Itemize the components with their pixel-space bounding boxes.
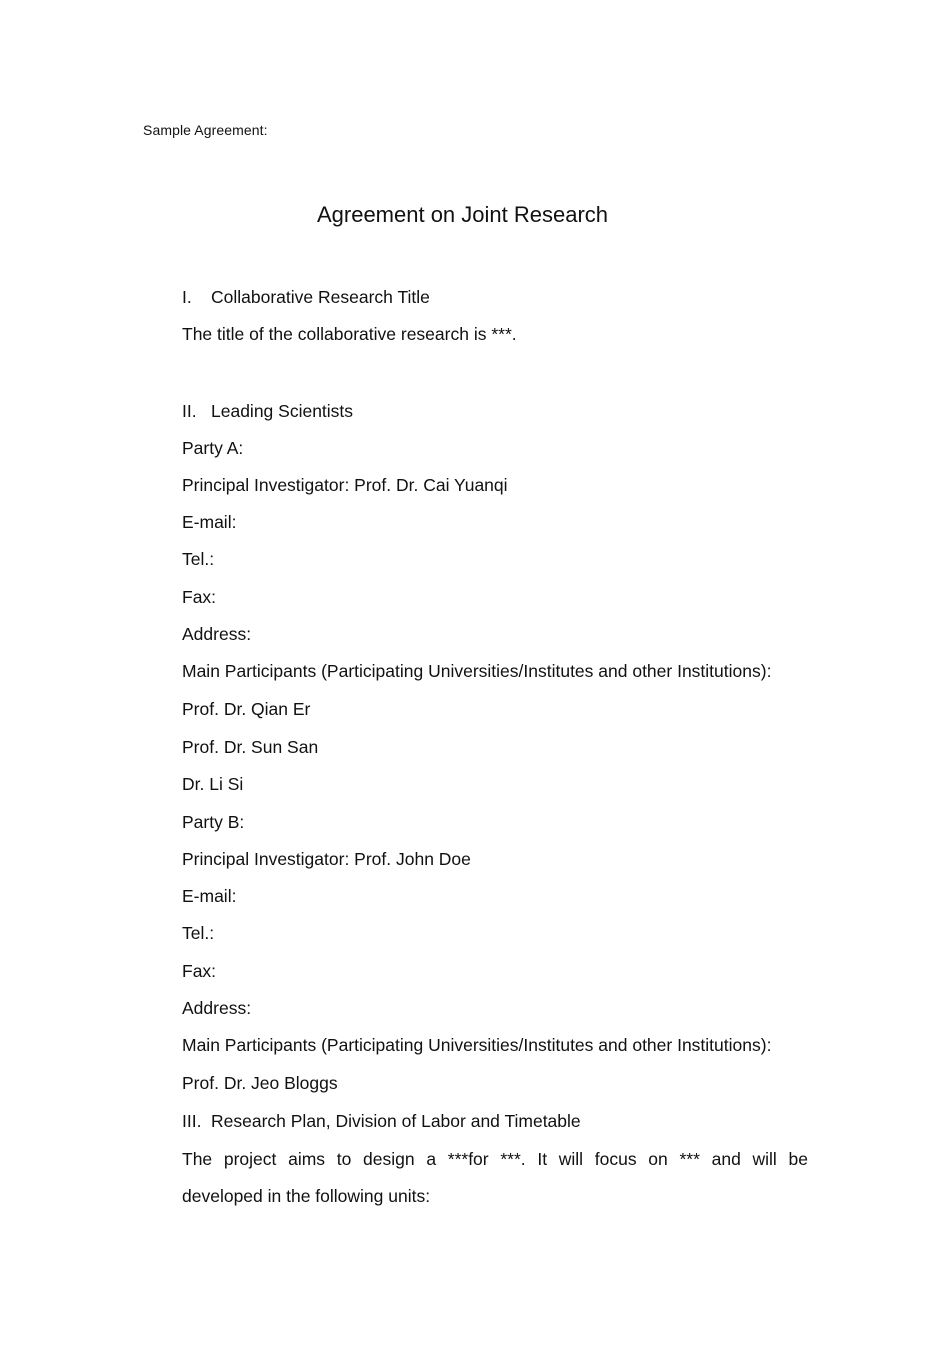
section-heading-text: Research Plan, Division of Labor and Timetable [211, 1111, 581, 1131]
document-title: Agreement on Joint Research [316, 202, 609, 227]
sample-agreement-label: Sample Agreement: [143, 122, 268, 138]
party-b-tel: Tel.: [182, 923, 215, 943]
section-1-text: The title of the collaborative research is ***. [182, 324, 517, 344]
party-a-tel: Tel.: [182, 549, 215, 569]
party-a-principal-investigator: Principal Investigator: Prof. Dr. Cai Yuanqi [182, 475, 508, 495]
party-a-participant: Prof. Dr. Qian Er [182, 699, 311, 719]
party-b-fax: Fax: [182, 961, 217, 981]
party-b-email: E-mail: [182, 886, 237, 906]
section-1-heading [182, 287, 430, 308]
party-b-participants-label: Main Participants (Participating Universities/Institutes and other Institutions): [182, 1035, 772, 1055]
party-b-principal-investigator: Principal Investigator: Prof. John Doe [182, 849, 471, 869]
party-b-label: Party B: [182, 812, 245, 832]
party-a-participant: Prof. Dr. Sun San [182, 737, 319, 757]
party-a-address: Address: [182, 624, 252, 644]
section-heading-text: Collaborative Research Title [211, 287, 430, 307]
party-b-address: Address: [182, 998, 252, 1018]
party-a-email: E-mail: [182, 512, 237, 532]
party-a-label: Party A: [182, 438, 244, 458]
section-number: III. [182, 1111, 202, 1131]
section-3-paragraph-line-2: developed in the following units: [182, 1186, 431, 1206]
section-2-heading [182, 401, 353, 422]
party-a-fax: Fax: [182, 587, 217, 607]
section-number: I. [182, 287, 192, 307]
party-a-participant: Dr. Li Si [182, 774, 244, 794]
section-heading-text: Leading Scientists [211, 401, 354, 421]
section-3-heading [182, 1111, 581, 1132]
section-3-paragraph-line-1: The project aims to design a ***for ***. It will focus on *** and will be [182, 1149, 808, 1169]
party-a-participants-label: Main Participants (Participating Universities/Institutes and other Institutions): [182, 661, 772, 681]
section-number: II. [182, 401, 197, 421]
party-b-participant: Prof. Dr. Jeo Bloggs [182, 1073, 338, 1093]
